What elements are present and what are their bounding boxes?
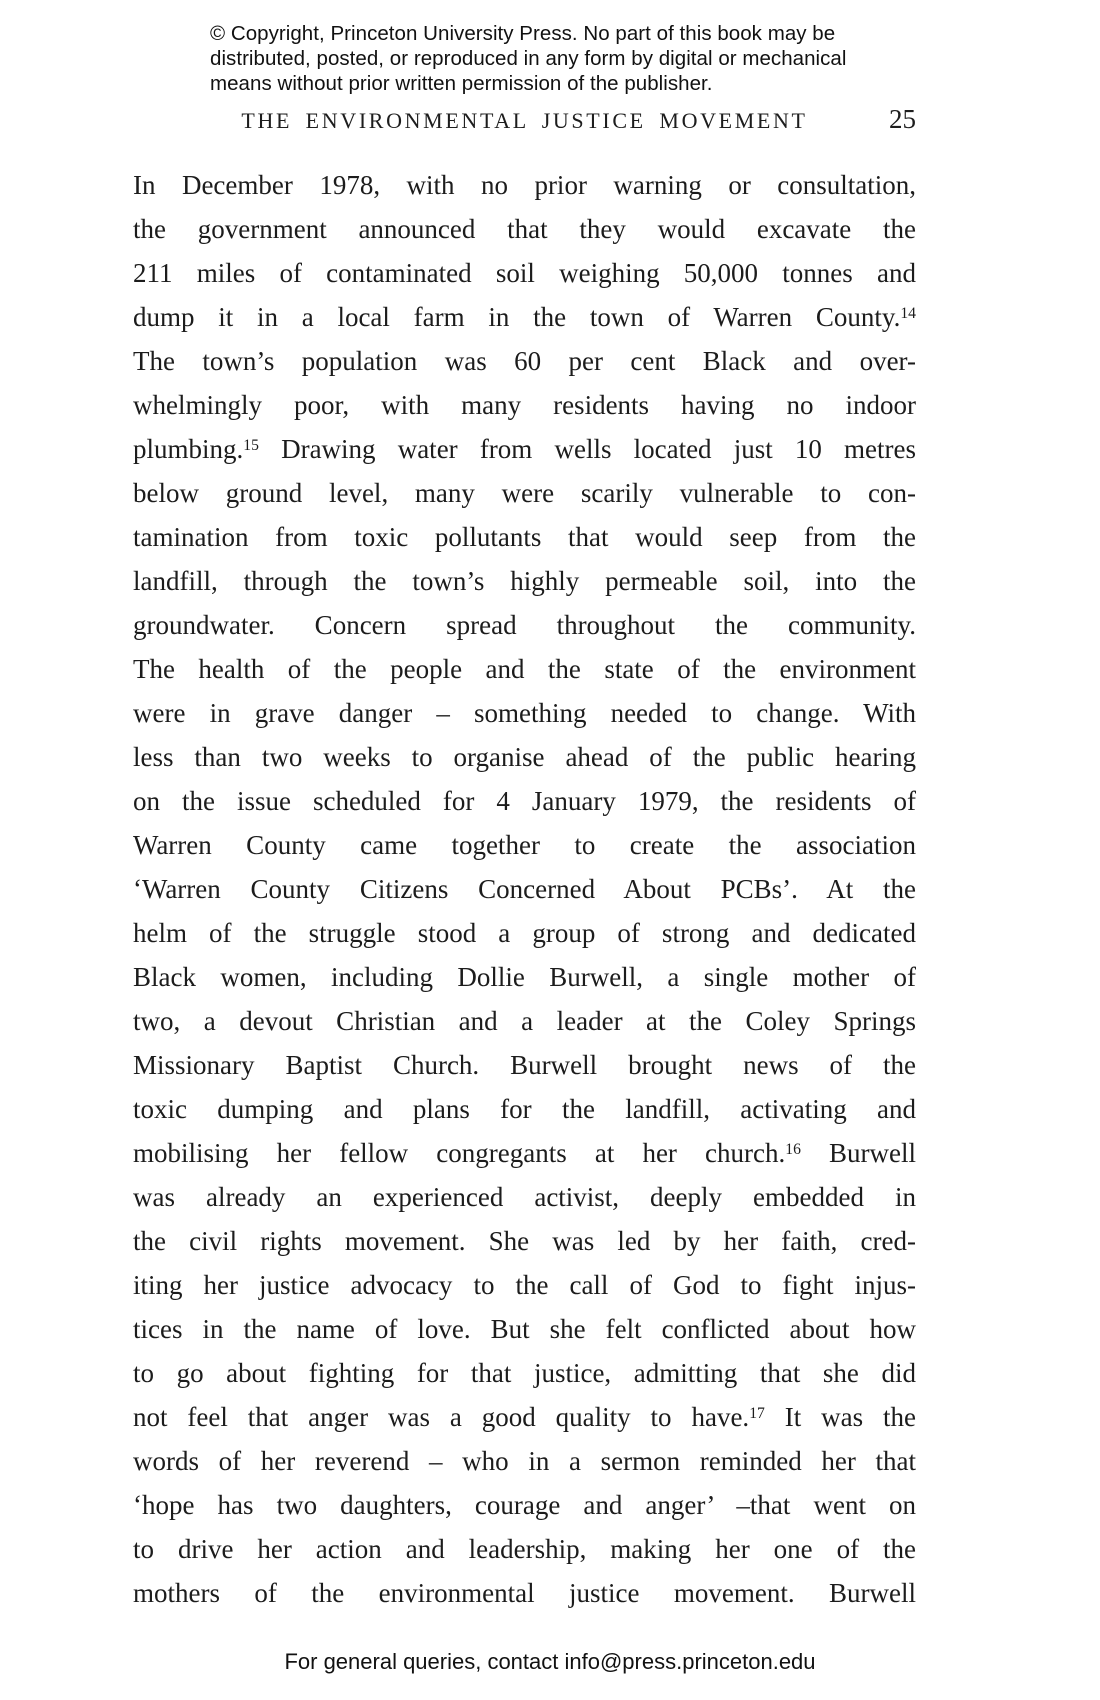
body-line: In December 1978, with no prior warning or consultation, (133, 170, 916, 200)
body-line: tices in the name of love. But she felt conflicted about how (133, 1314, 916, 1344)
body-line: Black women, including Dollie Burwell, a single mother of (133, 962, 916, 992)
body-line: were in grave danger – something needed to change. With (133, 698, 916, 728)
body-line: words of her reverend – who in a sermon reminded her that (133, 1446, 916, 1476)
footnote-marker: 15 (243, 436, 259, 454)
body-line: two, a devout Christian and a leader at the Coley Springs (133, 1006, 916, 1036)
body-line: to drive her action and leadership, making her one of the (133, 1534, 916, 1564)
body-line: Missionary Baptist Church. Burwell brought news of the (133, 1050, 916, 1080)
body-line: helm of the struggle stood a group of strong and dedicated (133, 918, 916, 948)
copyright-line: means without prior written permission of the publisher. (210, 72, 713, 95)
body-line: was already an experienced activist, deeply embedded in (133, 1182, 916, 1212)
copyright-line: distributed, posted, or reproduced in any form by digital or mechanical (210, 47, 847, 70)
body-line: landfill, through the town’s highly permeable soil, into the (133, 566, 916, 596)
body-line: whelmingly poor, with many residents having no indoor (133, 390, 916, 420)
chapter-title: THE ENVIRONMENTAL JUSTICE MOVEMENT (241, 108, 808, 133)
body-line: dump it in a local farm in the town of Warren County.$^{14}$ (133, 302, 916, 332)
page-number: 25 (889, 104, 916, 134)
running-header (133, 103, 916, 139)
body-line: tamination from toxic pollutants that would seep from the (133, 522, 916, 552)
body-line: mobilising her fellow congregants at her church.$^{16}$ Burwell (133, 1138, 916, 1168)
body-line: mothers of the environmental justice movement. Burwell (133, 1578, 916, 1608)
body-line: 211 miles of contaminated soil weighing 50,000 tonnes and (133, 258, 916, 288)
body-line: iting her justice advocacy to the call of God to fight injus- (133, 1270, 916, 1300)
body-line: plumbing.$^{15}$ Drawing water from wells located just 10 metres (133, 434, 916, 464)
footnote-marker: 14 (900, 304, 916, 322)
body-line: The town’s population was 60 per cent Black and over- (133, 346, 916, 376)
footnote-marker: 17 (749, 1404, 765, 1422)
body-line: The health of the people and the state of the environment (133, 654, 916, 684)
body-line: the government announced that they would excavate the (133, 214, 916, 244)
body-line: less than two weeks to organise ahead of the public hearing (133, 742, 916, 772)
body-line: below ground level, many were scarily vulnerable to con- (133, 478, 916, 508)
body-line: the civil rights movement. She was led by her faith, cred- (133, 1226, 916, 1256)
body-text (133, 163, 916, 1615)
body-line: toxic dumping and plans for the landfill, activating and (133, 1094, 916, 1124)
body-line: to go about fighting for that justice, admitting that she did (133, 1358, 916, 1388)
body-line: ‘hope has two daughters, courage and anger’ –that went on (133, 1490, 916, 1520)
body-line: not feel that anger was a good quality to have.$^{17}$ It was the (133, 1402, 917, 1432)
body-line: ‘Warren County Citizens Concerned About PCBs’. At the (133, 874, 916, 904)
body-line: groundwater. Concern spread throughout the community. (133, 610, 916, 640)
footnote-marker: 16 (785, 1140, 801, 1158)
footer-contact: For general queries, contact info@press.princeton.edu (284, 1649, 816, 1674)
body-line: Warren County came together to create the association (133, 830, 916, 860)
copyright-notice (210, 21, 846, 96)
body-line: on the issue scheduled for 4 January 1979, the residents of (133, 786, 916, 816)
copyright-line: © Copyright, Princeton University Press. No part of this book may be (210, 22, 836, 45)
